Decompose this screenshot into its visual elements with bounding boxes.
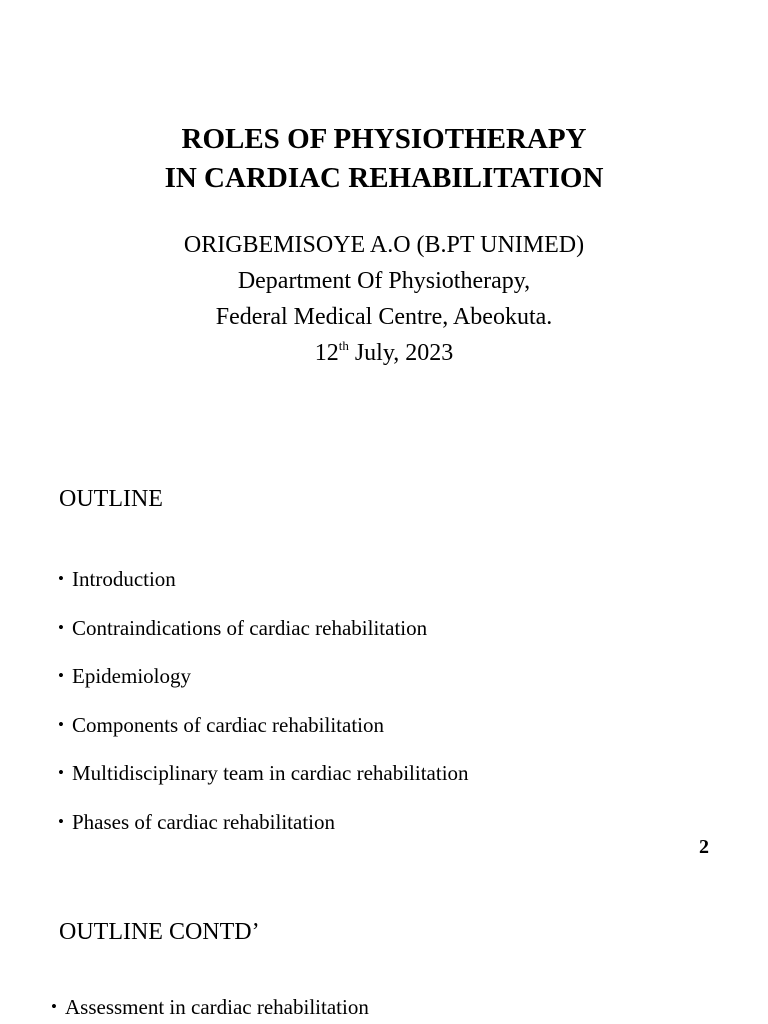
outline-heading: OUTLINE — [59, 486, 163, 512]
bullet-icon: • — [58, 617, 64, 637]
title-line-2: IN CARDIAC REHABILITATION — [164, 162, 604, 194]
list-item — [51, 994, 369, 1020]
outline-contd-slide — [0, 870, 768, 1024]
bullet-icon: • — [58, 811, 64, 831]
outline-slide — [0, 430, 768, 870]
list-item — [58, 663, 469, 712]
bullet-icon: • — [58, 763, 64, 782]
list-item — [58, 809, 469, 858]
list-item — [58, 712, 469, 761]
department-name: Department Of Physiotherapy, — [237, 268, 531, 294]
bullet-icon: • — [58, 714, 64, 734]
outline-list — [58, 566, 469, 857]
institution-name: Federal Medical Centre, Abeokuta. — [215, 304, 553, 330]
date-month-year: July, 2023 — [348, 340, 454, 366]
date-day: 12 — [314, 340, 339, 366]
list-item-text: Introduction — [72, 567, 176, 591]
list-item-text: Components of cardiac rehabilitation — [72, 712, 384, 737]
date-ordinal-suffix: th — [338, 338, 349, 353]
list-item — [58, 615, 469, 664]
presentation-title — [0, 120, 768, 198]
list-item — [58, 566, 469, 615]
title-slide — [0, 0, 768, 430]
outline-contd-heading: OUTLINE CONTD’ — [59, 919, 260, 945]
outline-contd-list — [51, 994, 369, 1020]
list-item-text: Epidemiology — [72, 664, 191, 688]
title-line-1: ROLES OF PHYSIOTHERAPY — [181, 123, 587, 155]
author-block — [0, 227, 768, 371]
list-item-text: Phases of cardiac rehabilitation — [72, 809, 335, 834]
list-item-text: Multidisciplinary team in cardiac rehabilitation — [72, 761, 469, 785]
list-item-text: Contraindications of cardiac rehabilitation — [72, 615, 428, 640]
author-name: ORIGBEMISOYE A.O (B.PT UNIMED) — [183, 232, 585, 258]
page-number: 2 — [699, 836, 709, 858]
list-item-text: Assessment in cardiac rehabilitation — [65, 995, 369, 1019]
bullet-icon: • — [51, 997, 57, 1016]
presentation-date — [0, 335, 768, 371]
bullet-icon: • — [58, 569, 64, 588]
bullet-icon: • — [58, 666, 64, 685]
list-item — [58, 760, 469, 809]
